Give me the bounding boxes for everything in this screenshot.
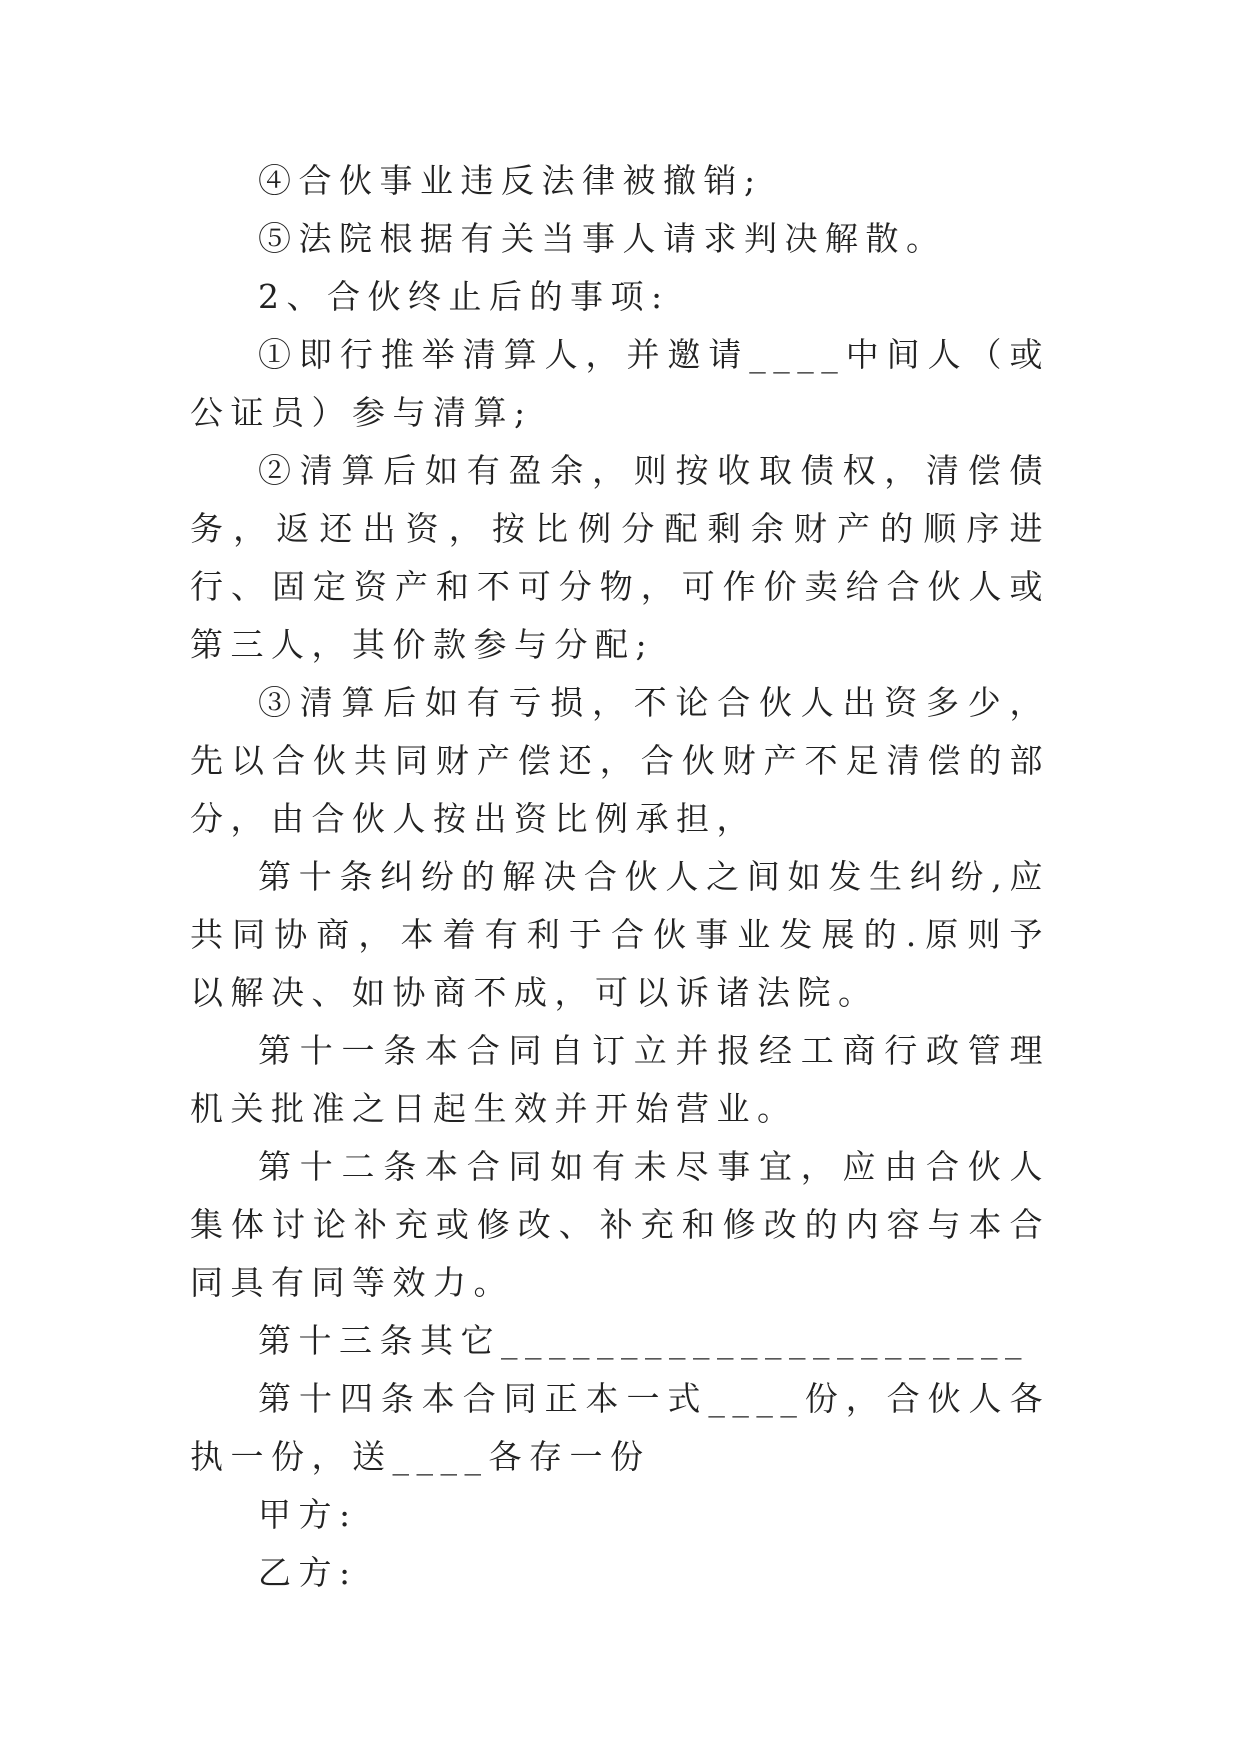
party-b-signature-line: 乙方: xyxy=(258,1553,358,1592)
paragraph-article-10: 第十条纠纷的解决合伙人之间如发生纠纷,应共同协商，本着有利于合伙事业发展的.原则予以解决、如协商不成，可以诉诸法院。 xyxy=(190,857,1050,1012)
paragraph-dissolution-item-4: ④合伙事业违反法律被撤销; xyxy=(258,161,763,200)
paragraph-article-12: 第十二条本合同如有未尽事宜，应由合伙人集体讨论补充或修改、补充和修改的内容与本合同具有同等效力。 xyxy=(190,1147,1050,1302)
paragraph-termination-heading: 2、合伙终止后的事项: xyxy=(258,277,670,316)
document-body xyxy=(190,152,1050,1602)
paragraph-article-13: 第十三条其它______________________ xyxy=(258,1321,1029,1360)
paragraph-termination-item-2: ②清算后如有盈余，则按收取债权，清偿债务，返还出资，按比例分配剩余财产的顺序进行、固定资产和不可分物，可作价卖给合伙人或第三人，其价款参与分配; xyxy=(190,451,1050,664)
party-a-signature-line: 甲方: xyxy=(258,1495,358,1534)
paragraph-dissolution-item-5: ⑤法院根据有关当事人请求判决解散。 xyxy=(258,219,947,258)
paragraph-termination-item-1: ①即行推举清算人，并邀请____中间人（或公证员）参与清算; xyxy=(190,335,1050,432)
paragraph-article-14: 第十四条本合同正本一式____份，合伙人各执一份，送____各存一份 xyxy=(190,1379,1050,1476)
paragraph-termination-item-3: ③清算后如有亏损，不论合伙人出资多少，先以合伙共同财产偿还，合伙财产不足清偿的部分，由合伙人按出资比例承担， xyxy=(190,683,1050,838)
paragraph-article-11: 第十一条本合同自订立并报经工商行政管理机关批准之日起生效并开始营业。 xyxy=(190,1031,1050,1128)
